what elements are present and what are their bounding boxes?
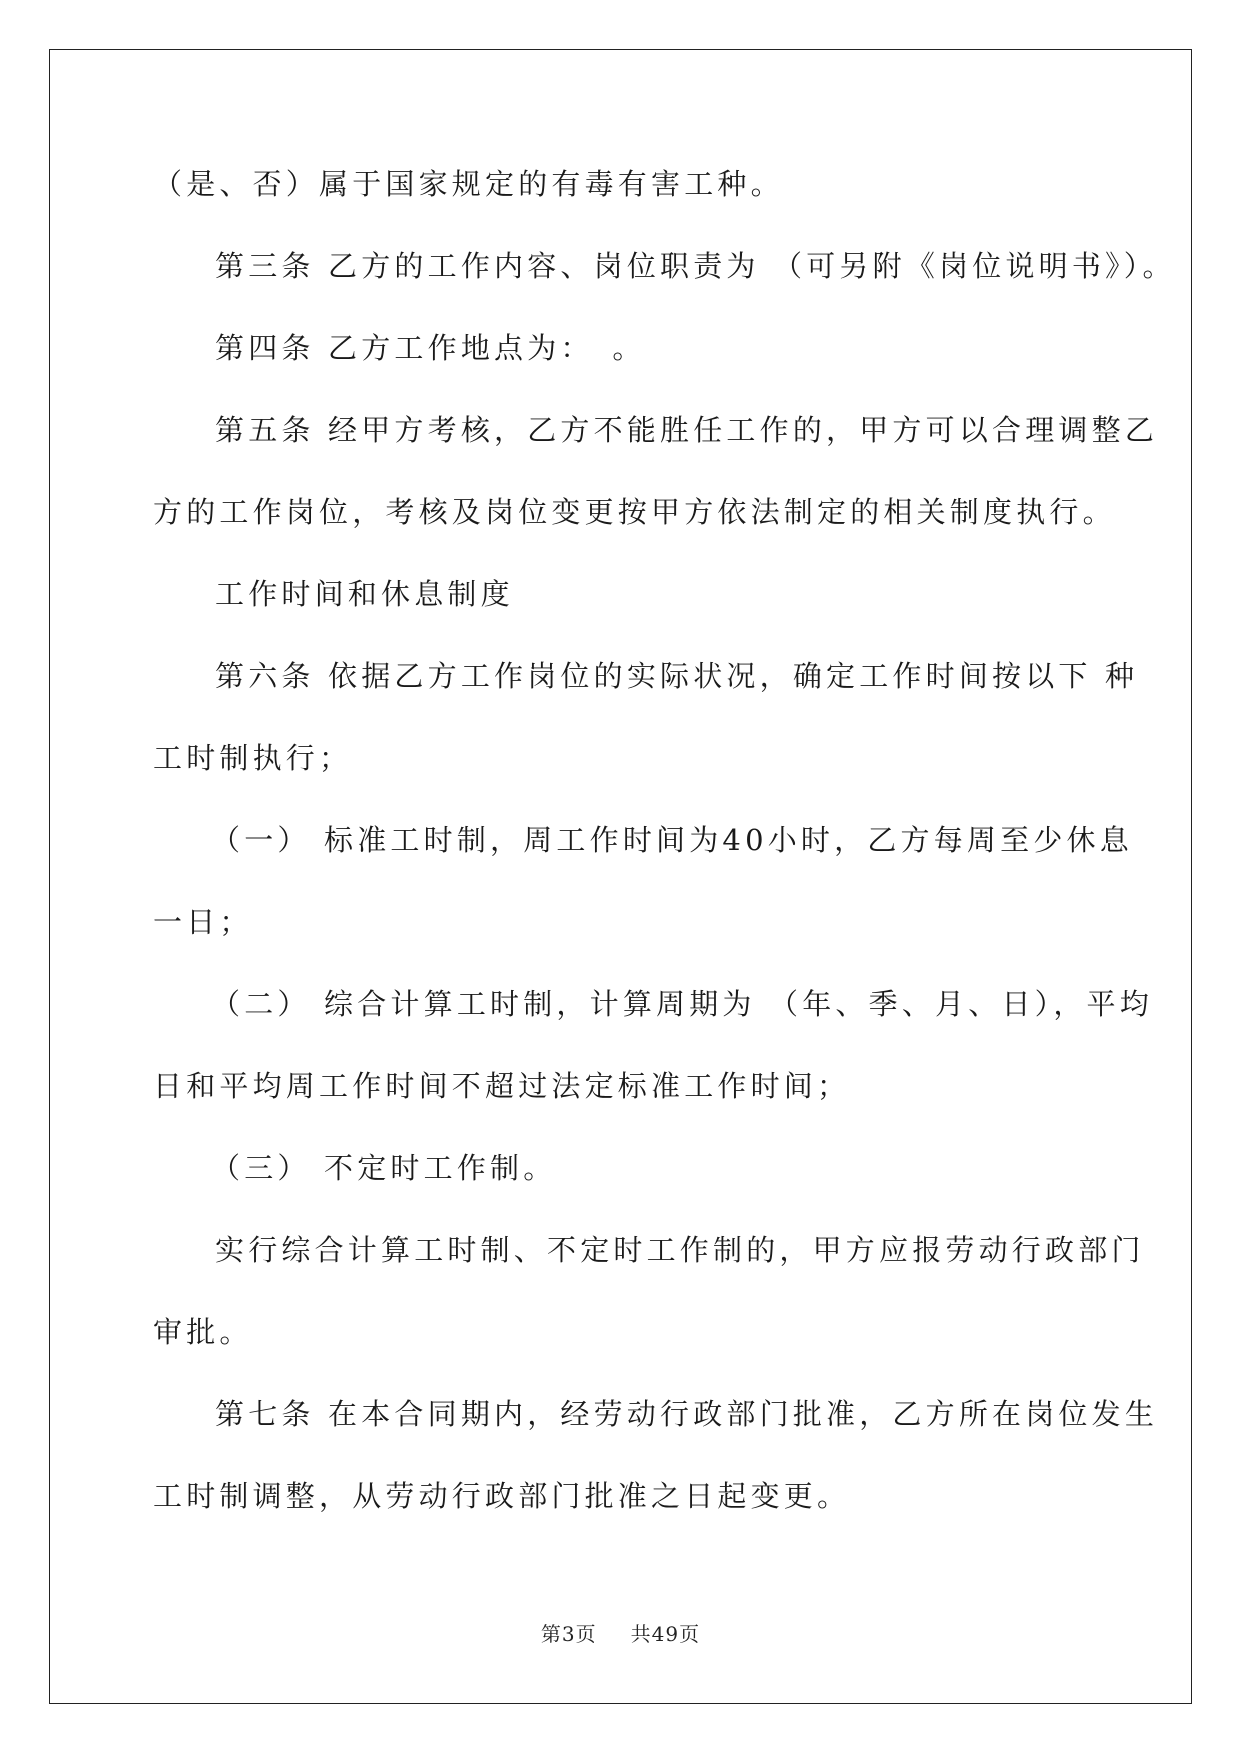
paragraph-line: 工时制执行； xyxy=(153,741,353,775)
section-heading: 工作时间和休息制度 xyxy=(215,577,514,611)
page-total: 共49页 xyxy=(630,1622,701,1646)
page-footer xyxy=(0,1618,1241,1647)
paragraph-line: （二） 综合计算工时制，计算周期为 （年、季、月、日），平均 xyxy=(211,987,1153,1021)
paragraph-line: 方的工作岗位，考核及岗位变更按甲方依法制定的相关制度执行。 xyxy=(153,495,1116,529)
paragraph-line: 日和平均周工作时间不超过法定标准工作时间； xyxy=(153,1069,851,1103)
paragraph-line: 一日； xyxy=(153,905,253,939)
paragraph-line: 审批。 xyxy=(153,1315,253,1349)
paragraph-line: （三） 不定时工作制。 xyxy=(211,1151,557,1185)
paragraph-line: （一） 标准工时制，周工作时间为40小时，乙方每周至少休息 xyxy=(211,823,1133,857)
paragraph-line: 第五条 经甲方考核，乙方不能胜任工作的，甲方可以合理调整乙 xyxy=(215,413,1159,447)
paragraph-line: 第四条 乙方工作地点为： 。 xyxy=(215,331,646,365)
page-number: 第3页 xyxy=(540,1622,597,1646)
paragraph-line: 工时制调整，从劳动行政部门批准之日起变更。 xyxy=(153,1479,851,1513)
paragraph-line: （是、否）属于国家规定的有毒有害工种。 xyxy=(153,167,784,201)
paragraph-line: 实行综合计算工时制、不定时工作制的，甲方应报劳动行政部门 xyxy=(215,1233,1145,1267)
paragraph-line: 第三条 乙方的工作内容、岗位职责为 （可另附《岗位说明书》）。 xyxy=(215,249,1176,283)
paragraph-line: 第七条 在本合同期内，经劳动行政部门批准，乙方所在岗位发生 xyxy=(215,1397,1159,1431)
document-body xyxy=(153,160,1176,1554)
paragraph-line: 第六条 依据乙方工作岗位的实际状况，确定工作时间按以下 种 xyxy=(215,659,1139,693)
